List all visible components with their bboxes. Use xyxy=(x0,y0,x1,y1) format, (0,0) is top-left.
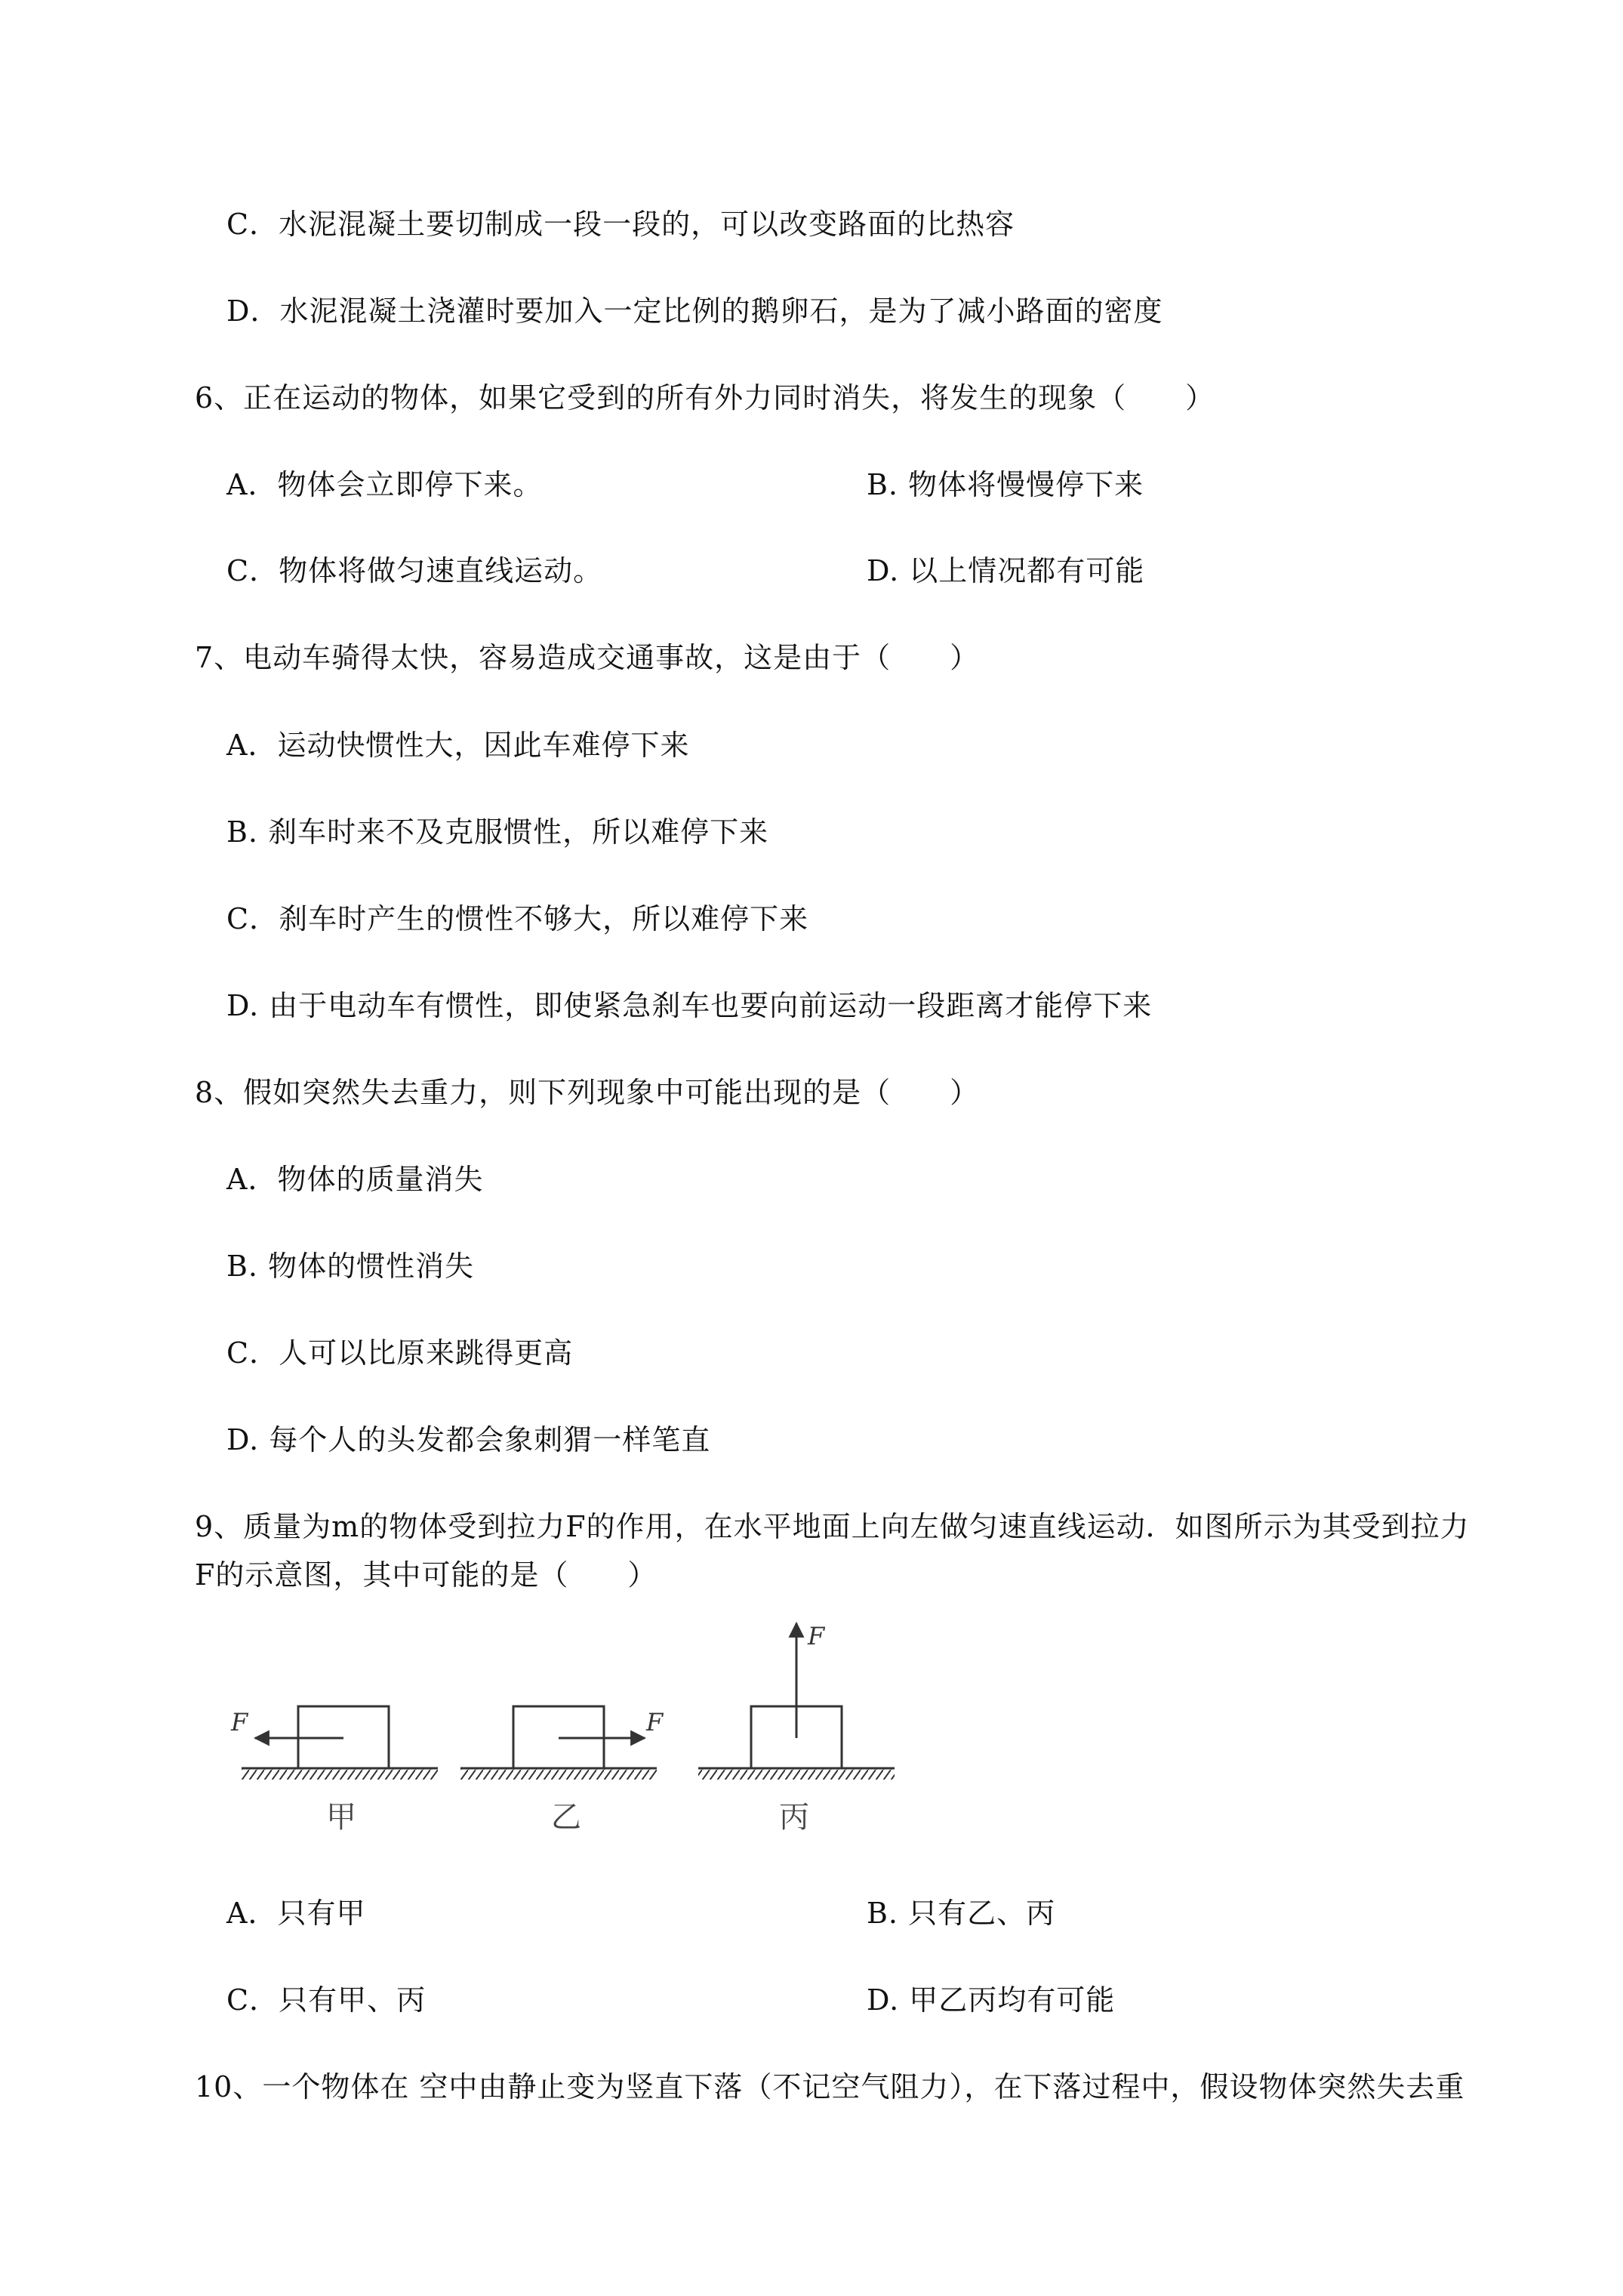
q8-option-a: A．物体的质量消失 xyxy=(226,1163,484,1196)
q7-option-c: C．刹车时产生的惯性不够大，所以难停下来 xyxy=(226,902,809,935)
q8-stem: 8、假如突然失去重力，则下列现象中可能出现的是（ ） xyxy=(195,1076,980,1109)
diagram-bing xyxy=(698,1622,895,1835)
force-label-jia: F xyxy=(231,1708,248,1737)
q9-stem-line-1: 9、质量为m的物体受到拉力F的作用，在水平地面上向左做匀速直线运动．如图所示为其受到拉力 xyxy=(195,1510,1470,1543)
q8-option-d: D. 每个人的头发都会象刺猬一样笔直 xyxy=(226,1423,711,1456)
force-label-yi: F xyxy=(646,1708,664,1737)
q9-option-d: D. 甲乙丙均有可能 xyxy=(867,1983,1116,2017)
caption-jia: 甲 xyxy=(326,1800,356,1835)
q6-option-a: A．物体会立即停下来。 xyxy=(226,468,543,501)
q9-option-c: C．只有甲、丙 xyxy=(226,1983,427,2017)
q9-force-diagram xyxy=(226,1601,951,1857)
q6-option-d: D. 以上情况都有可能 xyxy=(867,554,1145,587)
q10-stem-line-1: 10、一个物体在 空中由静止变为竖直下落（不记空气阻力），在下落过程中，假设物体突然失去重 xyxy=(195,2070,1465,2103)
q9-stem-line-2: F的示意图，其中可能的是（ ） xyxy=(195,1558,658,1592)
caption-yi: 乙 xyxy=(551,1800,581,1835)
q5-option-d: D．水泥混凝土浇灌时要加入一定比例的鹅卵石，是为了减小路面的密度 xyxy=(226,294,1163,328)
q6-stem: 6、正在运动的物体，如果它受到的所有外力同时消失，将发生的现象（ ） xyxy=(195,381,1215,415)
q9-option-a: A．只有甲 xyxy=(226,1897,366,1930)
q9-force-diagram-svg xyxy=(226,1601,951,1857)
ground-hatch-yi xyxy=(460,1769,657,1780)
q8-option-b: B. 物体的惯性消失 xyxy=(226,1250,475,1283)
q7-option-a: A．运动快惯性大，因此车难停下来 xyxy=(226,729,690,762)
q7-stem: 7、电动车骑得太快，容易造成交通事故，这是由于（ ） xyxy=(195,641,980,674)
diagram-jia xyxy=(230,1706,438,1835)
q6-option-b: B. 物体将慢慢停下来 xyxy=(867,468,1144,501)
q7-option-d: D. 由于电动车有惯性，即使紧急刹车也要向前运动一段距离才能停下来 xyxy=(226,989,1153,1022)
force-label-bing: F xyxy=(808,1622,825,1650)
q5-option-c: C．水泥混凝土要切制成一段一段的，可以改变路面的比热容 xyxy=(226,208,1015,241)
diagram-yi xyxy=(460,1706,664,1835)
q7-option-b: B. 刹车时来不及克服惯性，所以难停下来 xyxy=(226,815,769,849)
caption-bing: 丙 xyxy=(779,1800,809,1835)
q9-option-b: B. 只有乙、丙 xyxy=(867,1897,1056,1930)
ground-hatch-jia xyxy=(242,1769,438,1780)
ground-hatch-bing xyxy=(698,1769,895,1780)
q8-option-c: C．人可以比原来跳得更高 xyxy=(226,1336,574,1370)
q6-option-c: C．物体将做匀速直线运动。 xyxy=(226,554,603,587)
